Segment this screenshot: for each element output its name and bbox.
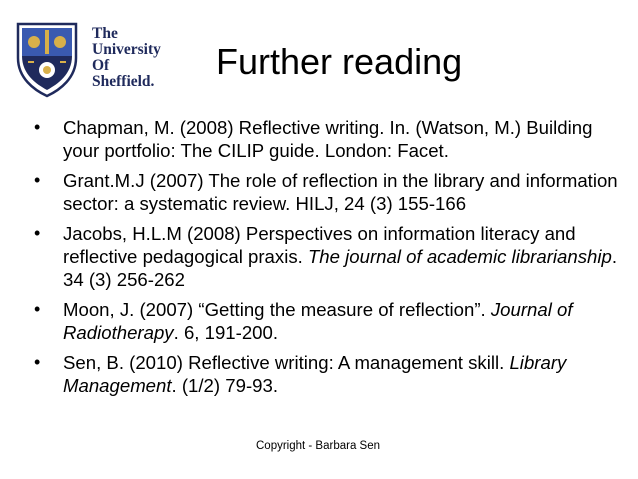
reference-item [34,169,624,215]
bullet: • [34,299,41,319]
page-title: Further reading [216,41,463,82]
reference-text: . 6, 191-200. [173,322,279,343]
reference-text: Chapman, M. (2008) Reflective writing. In. (Watson, M.) Building your portfolio: The CILIP guide. London: Facet. [63,117,593,161]
bullet: • [34,170,41,190]
university-logo [14,18,174,100]
reference-list [34,116,624,404]
journal-title: Library Management [63,352,567,396]
logo-line: The [92,25,118,42]
copyright-notice: Copyright - Barbara Sen [256,440,381,452]
university-crest-icon [14,18,80,98]
logo-wordmark [92,26,161,90]
journal-title: Journal of Radiotherapy [63,299,573,343]
bullet: • [34,223,41,243]
reference-text: Sen, B. (2010) Reflective writing: A management skill. [63,352,510,373]
reference-text: Moon, J. (2007) “Getting the measure of reflection”. [63,299,491,320]
journal-title: The journal of academic librarianship [307,246,612,267]
bullet: • [34,117,41,137]
reference-item [34,351,624,397]
bullet: • [34,352,41,372]
logo-line: Sheffield. [92,73,155,90]
reference-item [34,298,624,344]
reference-text: . 34 (3) 256-262 [63,246,617,290]
reference-item [34,222,624,291]
reference-text: Jacobs, H.L.M (2008) Perspectives on information literacy and reflective pedagogical praxis. [63,223,576,267]
logo-line: University [92,41,161,58]
reference-text: Grant.M.J (2007) The role of reflection in the library and information sector: a systematic review. HILJ, 24 (3) 155-166 [63,170,618,214]
reference-text: . (1/2) 79-93. [171,375,278,396]
reference-item [34,116,624,162]
logo-line: Of [92,57,110,74]
